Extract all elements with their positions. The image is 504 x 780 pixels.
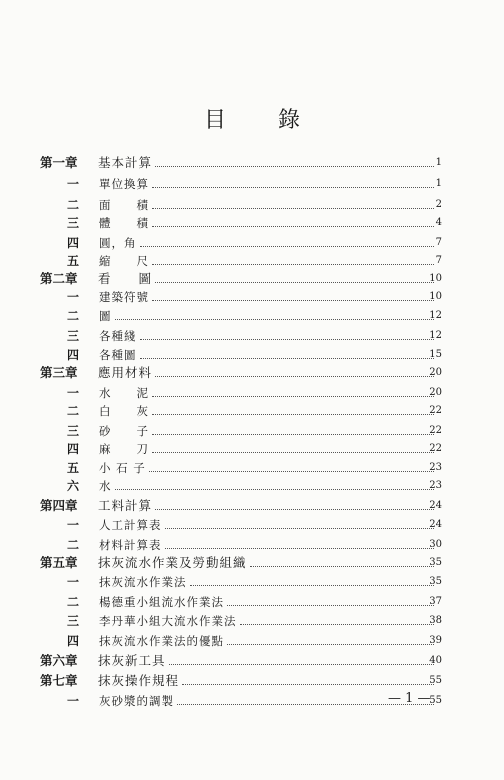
entry-number: 二	[67, 198, 80, 212]
entry-title: 水	[99, 479, 112, 493]
toc-section-entry	[0, 323, 504, 343]
entry-number: 三	[67, 424, 80, 438]
toc-section-entry	[0, 569, 504, 589]
entry-page-number: 10	[429, 273, 442, 284]
entry-title: 李丹華小組大流水作業法	[99, 614, 237, 628]
entry-number: 第七章	[40, 673, 78, 688]
entry-title: 各種圖	[99, 348, 137, 362]
entry-number: 第三章	[40, 365, 78, 380]
toc-section-entry	[0, 455, 504, 475]
toc-chapter-entry	[0, 550, 504, 570]
toc-section-entry	[0, 342, 504, 362]
entry-title: 人工計算表	[99, 518, 162, 532]
dot-leader	[190, 585, 434, 586]
dot-leader	[152, 226, 434, 227]
dot-leader	[152, 414, 434, 415]
entry-title: 看 圖	[98, 271, 153, 286]
entry-number: 二	[67, 595, 80, 609]
dot-leader	[140, 339, 434, 340]
entry-title: 圖	[99, 309, 112, 323]
toc-section-entry	[0, 473, 504, 493]
entry-title: 圓，角	[99, 236, 137, 250]
entry-number: 三	[67, 216, 80, 230]
entry-page-number: 24	[429, 500, 442, 511]
dot-leader	[140, 358, 434, 359]
entry-title: 抹灰新工具	[98, 653, 166, 668]
entry-number: 一	[67, 177, 80, 191]
toc-chapter-entry	[0, 668, 504, 688]
toc-section-entry	[0, 589, 504, 609]
entry-title: 抹灰流水作業法	[99, 575, 187, 589]
entry-number: 二	[67, 404, 80, 418]
entry-number: 第六章	[40, 653, 78, 668]
entry-number: 一	[67, 575, 80, 589]
entry-page-number: 12	[429, 330, 442, 341]
entry-number: 二	[67, 309, 80, 323]
toc-section-entry	[0, 380, 504, 400]
dot-leader	[115, 489, 434, 490]
dot-leader	[169, 664, 434, 665]
entry-page-number: 15	[429, 349, 442, 360]
entry-title: 基本計算	[98, 155, 153, 170]
entry-page-number: 55	[429, 695, 442, 706]
entry-page-number: 30	[429, 539, 442, 550]
entry-number: 三	[67, 614, 80, 628]
entry-page-number: 12	[429, 310, 442, 321]
entry-page-number: 35	[429, 576, 442, 587]
toc-chapter-entry	[0, 360, 504, 380]
entry-number: 四	[67, 236, 80, 250]
entry-number: 五	[67, 254, 80, 268]
entry-title: 各種綫	[99, 329, 137, 343]
entry-title: 白 灰	[99, 404, 149, 418]
title-char-left: 目	[203, 108, 226, 133]
entry-page-number: 23	[429, 462, 442, 473]
entry-page-number: 22	[429, 443, 442, 454]
entry-number: 一	[67, 518, 80, 532]
dot-leader	[165, 528, 434, 529]
entry-number: 一	[67, 290, 80, 304]
entry-title: 單位換算	[99, 177, 149, 191]
entry-title: 抹灰流水作業法的優點	[99, 634, 224, 648]
entry-page-number: 1	[435, 178, 442, 189]
entry-title: 抹灰流水作業及勞動組織	[98, 555, 247, 570]
dot-leader	[155, 282, 434, 283]
toc-section-entry	[0, 248, 504, 268]
entry-number: 四	[67, 634, 80, 648]
entry-title: 面 積	[99, 198, 149, 212]
entry-title: 砂 子	[99, 424, 149, 438]
entry-title: 小 石 子	[99, 461, 146, 475]
entry-number: 一	[67, 386, 80, 400]
entry-page-number: 2	[435, 199, 442, 210]
entry-title: 麻 刀	[99, 442, 149, 456]
toc-section-entry	[0, 418, 504, 438]
entry-page-number: 39	[429, 635, 442, 646]
page-title	[0, 103, 504, 134]
entry-title: 應用材料	[98, 365, 153, 380]
entry-number: 六	[67, 479, 80, 493]
dot-leader	[140, 246, 434, 247]
toc-section-entry	[0, 171, 504, 191]
entry-title: 縮 尺	[99, 254, 149, 268]
toc-chapter-entry	[0, 493, 504, 513]
entry-title: 材料計算表	[99, 538, 162, 552]
entry-number: 二	[67, 538, 80, 552]
toc-chapter-entry	[0, 266, 504, 286]
dot-leader	[115, 319, 434, 320]
entry-page-number: 7	[435, 255, 442, 266]
toc-section-entry	[0, 532, 504, 552]
dot-leader	[152, 300, 434, 301]
entry-page-number: 7	[435, 237, 442, 248]
dot-leader	[165, 548, 434, 549]
entry-page-number: 20	[429, 387, 442, 398]
dot-leader	[155, 509, 434, 510]
entry-title: 水 泥	[99, 386, 149, 400]
entry-page-number: 1	[435, 157, 442, 168]
entry-page-number: 38	[429, 615, 442, 626]
dot-leader	[152, 187, 434, 188]
toc-section-entry	[0, 210, 504, 230]
dot-leader	[152, 434, 434, 435]
entry-title: 建築符號	[99, 290, 149, 304]
toc-section-entry	[0, 398, 504, 418]
entry-title: 工料計算	[98, 498, 153, 513]
entry-number: 四	[67, 442, 80, 456]
toc-chapter-entry	[0, 150, 504, 170]
dot-leader	[152, 396, 434, 397]
entry-number: 第一章	[40, 155, 78, 170]
entry-page-number: 10	[429, 291, 442, 302]
entry-page-number: 37	[429, 596, 442, 607]
entry-page-number: 22	[429, 425, 442, 436]
entry-page-number: 55	[429, 675, 442, 686]
entry-number: 一	[67, 694, 80, 708]
toc-section-entry	[0, 284, 504, 304]
dot-leader	[152, 452, 434, 453]
toc-section-entry	[0, 230, 504, 250]
entry-number: 第二章	[40, 271, 78, 286]
toc-section-entry	[0, 608, 504, 628]
toc-section-entry	[0, 192, 504, 212]
entry-number: 三	[67, 329, 80, 343]
dot-leader	[182, 684, 434, 685]
dot-leader	[227, 644, 434, 645]
entry-page-number: 20	[429, 367, 442, 378]
entry-page-number: 35	[429, 557, 442, 568]
dot-leader	[152, 264, 434, 265]
entry-number: 第五章	[40, 555, 78, 570]
dot-leader	[227, 605, 434, 606]
entry-page-number: 24	[429, 519, 442, 530]
entry-number: 五	[67, 461, 80, 475]
dot-leader	[152, 208, 434, 209]
entry-title: 灰砂漿的調製	[99, 694, 174, 708]
toc-section-entry	[0, 436, 504, 456]
entry-page-number: 40	[429, 655, 442, 666]
toc-chapter-entry	[0, 648, 504, 668]
entry-page-number: 4	[435, 217, 442, 228]
entry-title: 抹灰操作規程	[98, 673, 180, 688]
dot-leader	[155, 376, 434, 377]
page-number-footer: — 1 —	[388, 691, 431, 706]
dot-leader	[155, 166, 434, 167]
dot-leader	[149, 471, 434, 472]
toc-section-entry	[0, 628, 504, 648]
toc-section-entry	[0, 303, 504, 323]
entry-page-number: 22	[429, 405, 442, 416]
entry-number: 四	[67, 348, 80, 362]
title-char-right: 錄	[278, 108, 301, 133]
dot-leader	[240, 624, 434, 625]
entry-page-number: 23	[429, 480, 442, 491]
entry-number: 第四章	[40, 498, 78, 513]
toc-section-entry	[0, 512, 504, 532]
dot-leader	[250, 566, 434, 567]
entry-title: 體 積	[99, 216, 149, 230]
entry-title: 楊德重小組流水作業法	[99, 595, 224, 609]
